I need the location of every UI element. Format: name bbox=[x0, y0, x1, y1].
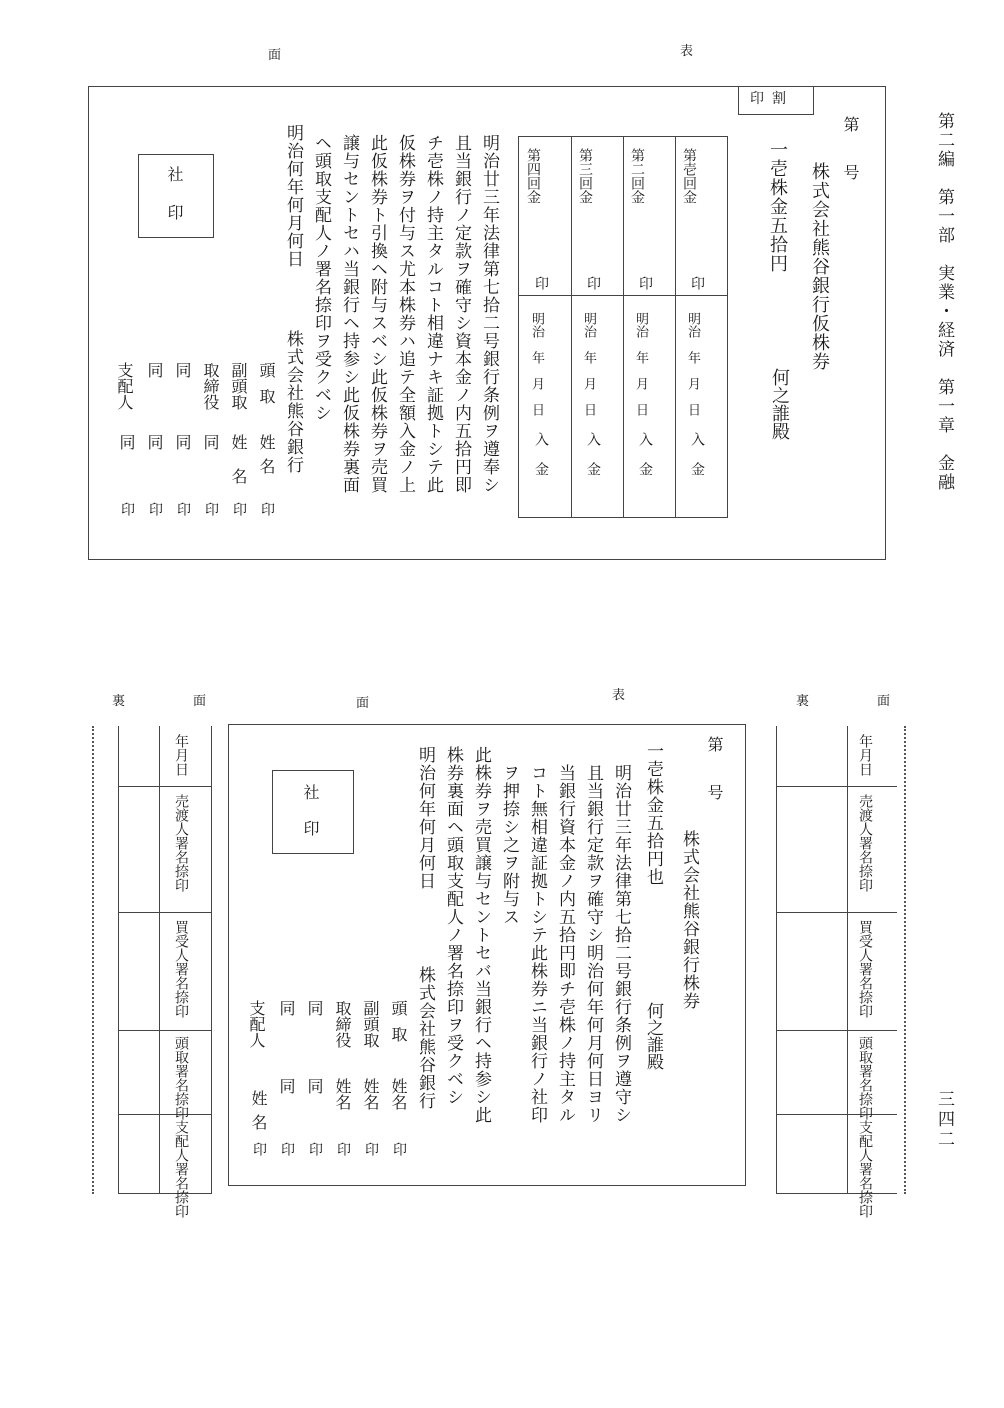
endorsement-table-right bbox=[776, 726, 897, 1194]
bottom-body-line-4: コト無相違証拠トシテ此株券ニ当銀行ノ社印 bbox=[527, 764, 547, 1124]
payment-1-label: 第壱回金 bbox=[681, 148, 697, 204]
endorse-right-manager: 支配人署名捺印 bbox=[857, 1120, 873, 1218]
payment-3-label: 第三回金 bbox=[577, 148, 593, 204]
bottom-signer-5-seal: 印 bbox=[279, 1142, 295, 1156]
bottom-body-line-3: 当銀行資本金ノ内五拾円即チ壱株ノ持主タル bbox=[555, 764, 575, 1124]
certificate-number: 第 号 bbox=[841, 116, 860, 180]
bottom-body-line-6: 此株券ヲ売買譲与セントセバ当銀行ヘ持参シ此 bbox=[471, 746, 491, 1124]
endorse-left-manager: 支配人署名捺印 bbox=[173, 1120, 189, 1218]
certificate-title: 株式会社熊谷銀行仮株券 bbox=[809, 162, 830, 371]
bottom-signer-6-seal: 印 bbox=[251, 1142, 267, 1156]
bottom-signer-4-name: 同 bbox=[305, 1078, 324, 1094]
page-number: 三四二 bbox=[934, 1090, 954, 1150]
bottom-certificate-number: 第 号 bbox=[705, 736, 724, 800]
payment-2-entry: 入金 bbox=[637, 432, 653, 492]
bottom-body-line-7: 株券裏面ヘ頭取支配人ノ署名捺印ヲ受クベシ bbox=[443, 746, 463, 1106]
signer-3-name: 同 bbox=[201, 434, 220, 450]
top-side-front-label: 表 bbox=[680, 44, 694, 59]
endorse-right-buyer: 買受人署名捺印 bbox=[857, 920, 873, 1018]
bottom-back-label-right: 裏 面 bbox=[796, 694, 905, 709]
signer-2-name: 姓名 bbox=[229, 434, 248, 502]
endorse-right-president: 頭取署名捺印 bbox=[857, 1036, 873, 1120]
endorse-left-buyer: 買受人署名捺印 bbox=[173, 920, 189, 1018]
section-path: 第二編 第一部 実業・経済 第一章 金融 bbox=[934, 112, 954, 492]
body-line-2: 且当銀行ノ定款ヲ確守シ資本金ノ内五拾円即 bbox=[451, 134, 471, 494]
bottom-signer-1-role: 頭取 bbox=[389, 1000, 408, 1052]
split-seal-label: 印割 bbox=[750, 91, 794, 107]
bottom-signer-2-role: 副頭取 bbox=[361, 1000, 380, 1048]
bottom-share-amount: 一壱株金五拾円也 bbox=[643, 742, 663, 886]
payment-4-seal: 印 bbox=[533, 276, 549, 290]
signer-1-role: 頭取 bbox=[257, 362, 276, 414]
bottom-signer-3-seal: 印 bbox=[335, 1142, 351, 1156]
payment-3-date: 明治 年 月 日 bbox=[581, 312, 596, 416]
signer-6-seal: 印 bbox=[119, 502, 135, 516]
bottom-body-line-1: 明治廿三年法律第七拾二号銀行条例ヲ遵守シ bbox=[611, 764, 631, 1124]
bottom-signer-6-role: 支配人 bbox=[247, 1000, 266, 1048]
signer-4-seal: 印 bbox=[175, 502, 191, 516]
bottom-signer-5-name: 同 bbox=[277, 1078, 296, 1094]
bottom-certificate-title: 株式会社熊谷銀行株券 bbox=[679, 830, 699, 1010]
bottom-signer-6-name: 姓名 bbox=[249, 1090, 268, 1138]
signer-4-name: 同 bbox=[173, 434, 192, 450]
bottom-signer-2-name: 姓名 bbox=[361, 1078, 380, 1110]
payment-4-label: 第四回金 bbox=[525, 148, 541, 204]
endorse-left-date: 年月日 bbox=[173, 734, 189, 776]
endorse-left-president: 頭取署名捺印 bbox=[173, 1036, 189, 1120]
signer-5-seal: 印 bbox=[147, 502, 163, 516]
bottom-company-seal: 社印 bbox=[301, 784, 320, 856]
bottom-body-line-5: ヲ押捺シ之ヲ附与ス bbox=[499, 764, 519, 926]
signer-3-role: 取締役 bbox=[201, 362, 220, 410]
payment-4-entry: 入金 bbox=[533, 432, 549, 492]
payment-1-date: 明治 年 月 日 bbox=[685, 312, 700, 416]
body-line-3: チ壱株ノ持主タルコト相違ナキ証拠トシテ此 bbox=[423, 134, 443, 494]
bottom-signer-3-name: 姓名 bbox=[333, 1078, 352, 1110]
payment-2-label: 第二回金 bbox=[629, 148, 645, 204]
bottom-signer-3-role: 取締役 bbox=[333, 1000, 352, 1048]
body-line-6: 譲与セントセハ当銀行ヘ持参シ此仮株券裏面 bbox=[339, 134, 359, 494]
bottom-signer-4-role: 同 bbox=[305, 1000, 324, 1016]
payment-3-entry: 入金 bbox=[585, 432, 601, 492]
payment-4-date: 明治 年 月 日 bbox=[529, 312, 544, 416]
payment-2-date: 明治 年 月 日 bbox=[633, 312, 648, 416]
signer-1-seal: 印 bbox=[259, 502, 275, 516]
bottom-signer-5-role: 同 bbox=[277, 1000, 296, 1016]
bottom-signer-1-seal: 印 bbox=[391, 1142, 407, 1156]
bottom-holder-name: 何之誰殿 bbox=[643, 1002, 663, 1070]
bottom-issue-date: 明治何年何月何日 bbox=[415, 746, 435, 890]
signer-6-name: 同 bbox=[117, 434, 136, 450]
signer-5-name: 同 bbox=[145, 434, 164, 450]
holder-name: 何之誰殿 bbox=[769, 368, 790, 440]
issue-date: 明治何年何月何日 bbox=[283, 124, 303, 268]
payment-3-seal: 印 bbox=[585, 276, 601, 290]
company-name: 株式会社熊谷銀行 bbox=[283, 330, 303, 474]
torn-edge-left bbox=[92, 726, 94, 1194]
bottom-side-back-label: 面 bbox=[356, 696, 370, 711]
signer-6-role: 支配人 bbox=[115, 362, 134, 410]
endorse-right-seller: 売渡人署名捺印 bbox=[857, 794, 873, 892]
signer-2-role: 副頭取 bbox=[229, 362, 248, 410]
bottom-signer-2-seal: 印 bbox=[363, 1142, 379, 1156]
torn-edge-right bbox=[904, 726, 906, 1194]
body-line-7: ヘ頭取支配人ノ署名捺印ヲ受クベシ bbox=[311, 134, 331, 422]
payment-1-entry: 入金 bbox=[689, 432, 705, 492]
company-seal: 社印 bbox=[165, 166, 184, 242]
signer-3-seal: 印 bbox=[203, 502, 219, 516]
body-line-1: 明治廿三年法律第七拾二号銀行条例ヲ遵奉シ bbox=[479, 134, 499, 494]
bottom-body-line-2: 且当銀行定款ヲ確守シ明治何年何月何日ヨリ bbox=[583, 764, 603, 1124]
bottom-signer-4-seal: 印 bbox=[307, 1142, 323, 1156]
payment-2-seal: 印 bbox=[637, 276, 653, 290]
signer-2-seal: 印 bbox=[231, 502, 247, 516]
bottom-side-front-label: 表 bbox=[612, 688, 626, 703]
endorsement-table-left bbox=[118, 726, 212, 1194]
endorse-left-seller: 売渡人署名捺印 bbox=[173, 794, 189, 892]
signer-5-role: 同 bbox=[145, 362, 164, 378]
bottom-back-label-left: 裏 面 bbox=[112, 694, 221, 709]
bottom-signer-1-name: 姓名 bbox=[389, 1078, 408, 1110]
top-side-back-label: 面 bbox=[268, 48, 282, 63]
share-amount: 一壱株金五拾円 bbox=[767, 140, 788, 273]
endorse-right-date: 年月日 bbox=[857, 734, 873, 776]
signer-1-name: 姓名 bbox=[257, 434, 276, 482]
signer-4-role: 同 bbox=[173, 362, 192, 378]
bottom-company-name: 株式会社熊谷銀行 bbox=[415, 966, 435, 1110]
body-line-4: 仮株券ヲ付与ス尤本株券ハ追テ全額入金ノ上 bbox=[395, 134, 415, 494]
payment-1-seal: 印 bbox=[689, 276, 705, 290]
body-line-5: 此仮株券ト引換ヘ附与スベシ此仮株券ヲ売買 bbox=[367, 134, 387, 494]
